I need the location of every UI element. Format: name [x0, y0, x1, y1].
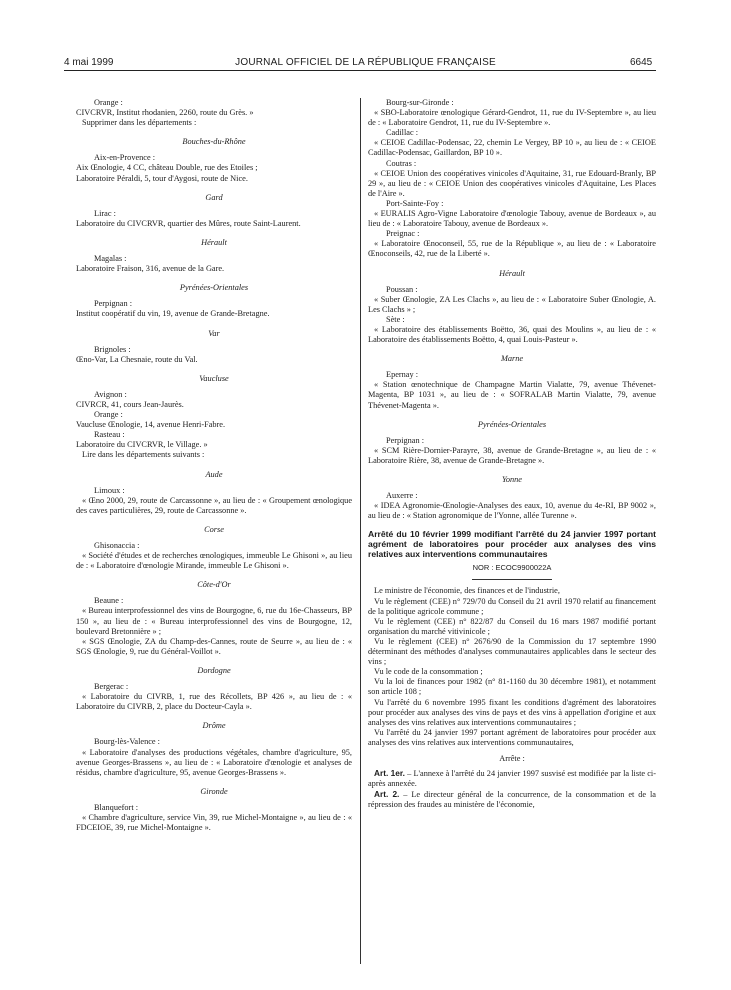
department-heading: Vaucluse	[199, 373, 229, 383]
lab-entry: Vaucluse Œnologie, 14, avenue Henri-Fabre.	[76, 420, 226, 430]
header-rule	[64, 70, 656, 71]
lab-entry: « CEIOE Union des coopératives vinicoles d'Aquitaine, 31, rue Edouard-Branly, BP 29 », au lieu de : « CEIOE Union des coopératives vinicoles d'Aquitaine, Les Places de l'Aire ».	[368, 168, 656, 198]
locality-label: Rasteau :	[94, 430, 125, 440]
department-heading: Hérault	[499, 268, 525, 278]
locality-label: Perpignan :	[386, 435, 425, 445]
locality-label: Port-Sainte-Foy :	[386, 198, 444, 208]
department-heading: Aude	[205, 469, 223, 479]
header-date: 4 mai 1999	[64, 57, 114, 68]
lab-entry: Laboratoire Fraison, 316, avenue de la Gare.	[76, 264, 225, 274]
lab-entry: Lire dans les départements suivants :	[82, 450, 205, 460]
locality-label: Bourg-sur-Gironde :	[386, 98, 454, 107]
lab-entry: « Bureau interprofessionnel des vins de Bourgogne, 6, rue du 16e-Chasseurs, BP 150 », au lieu de : « Bureau interprofessionnel des vins de Bourgogne, 12, boulevard Bretonnière » ;	[76, 606, 352, 636]
department-heading: Corse	[204, 524, 224, 534]
locality-label: Limoux :	[94, 485, 125, 495]
nor-rule	[472, 579, 552, 580]
article-1	[368, 768, 656, 789]
locality-label: Avignon :	[94, 389, 127, 399]
locality-label: Beaune :	[94, 596, 124, 606]
lab-entry: « Station œnotechnique de Champagne Martin Vialatte, 79, avenue Thévenet-Magenta, BP 1031 », au lieu de : « SOFRALAB Martin Vialatte, 79, avenue Thévenet-Magenta ».	[368, 380, 656, 410]
arrete-label: Arrête :	[499, 753, 525, 763]
department-heading: Gard	[205, 192, 223, 202]
department-heading: Drôme	[202, 721, 226, 731]
lab-entry: Institut coopératif du vin, 19, avenue de Grande-Bretagne.	[76, 309, 270, 319]
lab-entry: « Laboratoire Œnoconseil, 55, rue de la République », au lieu de : « Laboratoire Œnoconseils, 42, rue de la Liberté ».	[368, 239, 656, 259]
locality-label: Coutras :	[386, 158, 417, 168]
right-column-entries	[368, 98, 656, 521]
locality-label: Preignac :	[386, 229, 420, 239]
department-heading: Bouches-du-Rhône	[182, 137, 246, 147]
lab-entry: « SGS Œnologie, ZA du Champ-des-Cannes, route de Seurre », au lieu de : « SGS Œnologie, 9, rue du Général-Voillot ».	[76, 636, 352, 656]
locality-label: Blanquefort :	[94, 802, 139, 812]
locality-label: Orange :	[94, 410, 123, 420]
lab-entry: « CEIOE Cadillac-Podensac, 22, chemin Le Vergey, BP 10 », au lieu de : « CEIOE Cadillac-Podensac, Gaillardon, BP 10 ».	[368, 138, 656, 158]
locality-label: Poussan :	[386, 284, 418, 294]
lab-entry: « SCM Rière-Dornier-Parayre, 38, avenue de Grande-Bretagne », au lieu de : « Laboratoire Rière, 38, avenue de Grande-Bretagne ».	[368, 445, 656, 465]
locality-label: Bourg-lès-Valence :	[94, 737, 160, 747]
department-heading: Var	[208, 328, 220, 338]
article-1-text: – L'annexe à l'arrêté du 24 janvier 1997 susvisé est modifiée par la liste ci-après annexée.	[368, 769, 656, 789]
page-header	[0, 0, 731, 72]
department-heading: Dordogne	[197, 665, 231, 675]
arrete-section	[368, 529, 656, 810]
locality-label: Cadillac :	[386, 128, 419, 138]
lab-entry: Laboratoire du CIVCRVR, quartier des Mûres, route Saint-Laurent.	[76, 218, 301, 228]
article-2	[368, 789, 656, 810]
visa-paragraph: Le ministre de l'économie, des finances et de l'industrie,	[374, 586, 560, 596]
department-heading: Côte-d'Or	[197, 580, 231, 590]
locality-label: Epernay :	[386, 370, 419, 380]
locality-label: Lirac :	[94, 208, 116, 218]
department-heading: Gironde	[200, 786, 228, 796]
column-divider	[360, 98, 361, 964]
left-column	[76, 98, 352, 833]
article-2-text: – Le directeur général de la concurrence, de la consommation et de la répression des fraudes au ministère de l'économie,	[368, 790, 656, 810]
visa-paragraph: Vu l'arrêté du 6 novembre 1995 fixant les conditions d'agrément des laboratoires pour procéder aux analyses des vins de pays et des vins à appellation d'origine et aux analyses des vins relatives aux interventions communautaires ;	[368, 697, 656, 727]
department-heading: Marne	[500, 354, 524, 364]
lab-entry: CIVCRVR, Institut rhodanien, 2260, route du Grès. »	[76, 108, 254, 118]
page-number: 6645	[630, 57, 653, 68]
lab-entry: Œno-Var, La Chesnaie, route du Val.	[76, 354, 198, 364]
visa-paragraph: Vu le règlement (CEE) n° 729/70 du Conseil du 21 avril 1970 relatif au financement de la politique agricole commune ;	[368, 596, 656, 616]
lab-entry: Laboratoire du CIVCRVR, le Village. »	[76, 440, 208, 450]
locality-label: Magalas :	[94, 254, 127, 264]
department-heading: Yonne	[502, 475, 522, 484]
locality-label: Aix-en-Provence :	[94, 153, 156, 163]
lab-entry: Aix Œnologie, 4 CC, château Double, rue des Etoiles ;	[76, 163, 258, 173]
arrete-paragraphs	[368, 586, 656, 748]
locality-label: Brignoles :	[94, 344, 131, 354]
arrete-title: Arrêté du 10 février 1999 modifiant l'arrêté du 24 janvier 1997 portant agrément de laboratoires pour procéder aux analyses des vins relatives aux interventions communautaires	[368, 529, 656, 560]
visa-paragraph: Vu la loi de finances pour 1982 (n° 81-1160 du 30 décembre 1981), et notamment son article 108 ;	[368, 677, 656, 697]
locality-label: Auxerre :	[386, 491, 418, 501]
lab-entry: Supprimer dans les départements :	[82, 118, 197, 128]
lab-entry: CIVRCR, 41, cours Jean-Jaurès.	[76, 399, 184, 409]
visa-paragraph: Vu le code de la consommation ;	[374, 667, 483, 677]
lab-entry: « Laboratoire d'analyses des productions végétales, chambre d'agriculture, 95, avenue Georges-Brassens », au lieu de : « Laboratoire d'œnologie et analyses de résidus, chambre d'agriculture, 95, avenue Georges-Brassens ».	[76, 747, 352, 777]
lab-entry: « Laboratoire du CIVRB, 1, rue des Récollets, BP 426 », au lieu de : « Laboratoire du CIVRB, 2, place du Docteur-Cayla ».	[76, 692, 352, 712]
lab-entry: « Œno 2000, 29, route de Carcassonne », au lieu de : « Groupement œnologique des caves particulières, 29, route de Carcassonne ».	[76, 495, 352, 515]
department-heading: Pyrénées-Orientales	[477, 419, 547, 429]
locality-label: Orange :	[94, 98, 123, 107]
lab-entry: « SBO-Laboratoire œnologique Gérard-Gendrot, 11, rue du IV-Septembre », au lieu de : « Laboratoire Gendrot, 11, rue du IV-Septembre ».	[368, 108, 656, 128]
lab-entry: « IDEA Agronomie-Œnologie-Analyses des eaux, 10, avenue du 4e-RI, BP 9002 », au lieu de : « Station agronomique de l'Yonne, allée Turenne ».	[368, 501, 656, 521]
lab-entry: Laboratoire Péraldi, 5, tour d'Aygosi, route de Nice.	[76, 173, 248, 183]
nor-reference: NOR : ECOC9900022A	[472, 563, 552, 573]
journal-title: JOURNAL OFFICIEL DE LA RÉPUBLIQUE FRANÇAISE	[235, 57, 496, 68]
department-heading: Hérault	[201, 237, 227, 247]
visa-paragraph: Vu l'arrêté du 24 janvier 1997 portant agrément de laboratoires pour procéder aux analyses des vins relatives aux interventions communautaires,	[368, 727, 656, 747]
department-heading: Pyrénées-Orientales	[179, 283, 249, 293]
lab-entry: « Société d'études et de recherches œnologiques, immeuble Le Ghisoni », au lieu de : « Laboratoire d'œnologie Mirande, immeuble Le Ghisoni ».	[76, 551, 352, 571]
lab-entry: « Suber Œnologie, ZA Les Clachs », au lieu de : « Laboratoire Suber Œnologie, A. Les Clachs » ;	[368, 294, 656, 314]
locality-label: Bergerac :	[94, 682, 129, 692]
article-2-label: Art. 2.	[374, 789, 400, 800]
lab-entry: « Laboratoire des établissements Boëtto, 36, quai des Moulins », au lieu de : « Laboratoire des établissements Boëtto, 4, quai Louis-Pasteur ».	[368, 324, 656, 345]
lab-entry: « EURALIS Agro-Vigne Laboratoire d'œnologie Tabouy, avenue de Bordeaux », au lieu de : « Laboratoire Tabouy, avenue de Bordeaux ».	[368, 209, 656, 229]
visa-paragraph: Vu le règlement (CEE) n° 2676/90 de la Commission du 17 septembre 1990 déterminant des méthodes d'analyses communautaires applicables dans le secteur des vins ;	[368, 636, 656, 667]
right-column	[368, 98, 656, 810]
article-1-label: Art. 1er.	[374, 768, 405, 779]
locality-label: Sète :	[386, 314, 405, 324]
visa-paragraph: Vu le règlement (CEE) n° 822/87 du Conseil du 16 mars 1987 modifié portant organisation du marché vitivinicole ;	[368, 616, 656, 636]
locality-label: Ghisonaccia :	[94, 541, 140, 550]
locality-label: Perpignan :	[94, 299, 133, 309]
lab-entry: « Chambre d'agriculture, service Vin, 39, rue Michel-Montaigne », au lieu de : « FDCEIOE, 39, rue Michel-Montaigne ».	[76, 812, 352, 833]
